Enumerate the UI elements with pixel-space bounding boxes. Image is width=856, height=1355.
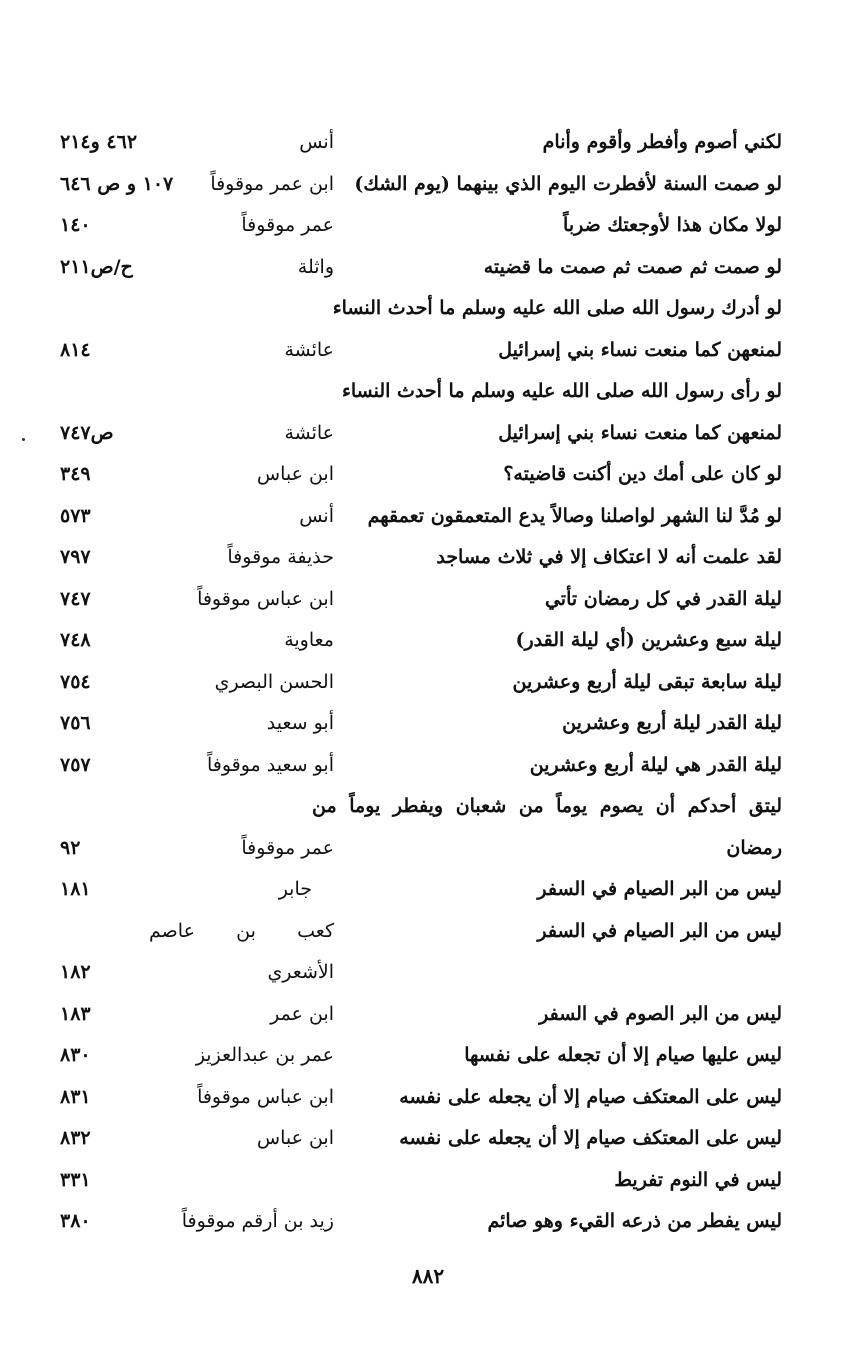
index-row: [60, 662, 782, 704]
index-row: [60, 745, 782, 787]
narrator: الأشعري: [267, 961, 334, 983]
index-row: [60, 371, 782, 413]
hadith-text: ليس في النوم تفريط: [614, 1168, 782, 1191]
hadith-text: ليس من البر الصيام في السفر: [537, 919, 782, 942]
reference-number: ٥٧٣: [60, 504, 91, 527]
index-row: [60, 869, 782, 911]
reference-number: ١٨٢: [60, 961, 91, 983]
reference-number: ٧٩٧: [60, 546, 91, 568]
index-row: [60, 454, 782, 496]
narrator: عمر موقوفاً: [241, 836, 334, 859]
narrator: حذيفة موقوفاً: [227, 546, 334, 568]
hadith-index-list: [60, 122, 782, 1243]
hadith-text: ليس من البر الصوم في السفر: [539, 1002, 782, 1025]
index-row: [60, 828, 782, 870]
index-row: [60, 1035, 782, 1077]
reference-number: ٧٤٨: [60, 629, 91, 651]
index-row: [60, 122, 782, 164]
reference-number: ٧٤٧: [60, 587, 91, 610]
narrator: جابر: [278, 878, 312, 900]
narrator: كعب بن عاصم: [149, 919, 334, 942]
hadith-text: ليس يفطر من ذرعه القيء وهو صائم: [487, 1210, 782, 1232]
reference-number: ٧٥٦: [60, 712, 91, 734]
index-row: [60, 413, 782, 455]
hadith-text: ليلة القدر في كل رمضان تأتي: [544, 587, 782, 610]
narrator: أبو سعيد: [266, 712, 334, 734]
narrator: أنس: [299, 131, 334, 153]
hadith-text: ليلة سبع وعشرين (أي ليلة القدر): [515, 629, 782, 651]
index-row: [60, 911, 782, 953]
hadith-text: ليتق أحدكم أن يصوم يوماً من شعبان ويفطر يوماً من: [312, 795, 782, 817]
page-number: ٨٨٢: [411, 1264, 445, 1288]
narrator: ابن عباس: [256, 1127, 334, 1149]
narrator: معاوية: [284, 629, 334, 651]
hadith-text: لقد علمت أنه لا اعتكاف إلا في ثلاث مساجد: [436, 546, 782, 568]
index-row: [60, 1118, 782, 1160]
narrator: الحسن البصري: [214, 670, 334, 693]
reference-number: ٣٣١: [60, 1168, 91, 1191]
hadith-text: ليس على المعتكف صيام إلا أن يجعله على نفسه: [399, 1085, 782, 1108]
reference-number: ٤٦٢ و٢١٤: [60, 131, 138, 153]
reference-number: ٨٣١: [60, 1085, 91, 1108]
index-row: [60, 1160, 782, 1202]
hadith-text: ليلة سابعة تبقى ليلة أربع وعشرين: [512, 670, 782, 693]
narrator: واثلة: [297, 255, 334, 278]
hadith-text: لمنعهن كما منعت نساء بني إسرائيل: [498, 338, 782, 361]
reference-number: ح/ص٢١١: [60, 255, 133, 278]
hadith-text: ليلة القدر ليلة أربع وعشرين: [562, 712, 782, 734]
narrator: زيد بن أرقم موقوفاً: [181, 1210, 334, 1232]
hadith-text: لو كان على أمك دين أكنت قاضيته؟: [503, 463, 782, 485]
hadith-text: ليس من البر الصيام في السفر: [537, 878, 782, 900]
hadith-text: ليلة القدر هي ليلة أربع وعشرين: [529, 753, 782, 776]
hadith-text: لكني أصوم وأفطر وأقوم وأنام: [542, 131, 782, 153]
narrator: ابن عباس موقوفاً: [197, 1085, 334, 1108]
reference-number: ٨٣٢: [60, 1127, 91, 1149]
narrator: ابن عمر موقوفاً: [210, 172, 334, 195]
reference-number: ١٨٣: [60, 1002, 91, 1025]
index-row: [60, 205, 782, 247]
reference-number: ١٠٧ و ص ٦٤٦: [60, 172, 174, 195]
narrator: عمر بن عبدالعزيز: [195, 1044, 334, 1066]
index-row: [60, 1077, 782, 1119]
narrator: أنس: [299, 504, 334, 527]
reference-number: ٣٨٠: [60, 1210, 91, 1232]
reference-number: ٣٤٩: [60, 463, 91, 485]
hadith-text: لو مُدَّ لنا الشهر لواصلنا وصالاً يدع المتعمقون تعمقهم: [367, 504, 782, 527]
reference-number: ٨٣٠: [60, 1044, 91, 1066]
index-row: [60, 952, 782, 994]
index-row: [60, 1201, 782, 1243]
reference-number: ٧٥٧: [60, 753, 91, 776]
reference-number: ٨١٤: [60, 338, 91, 361]
hadith-text: ليس على المعتكف صيام إلا أن يجعله على نفسه: [399, 1127, 782, 1149]
hadith-text: رمضان: [726, 836, 782, 859]
index-row: [60, 786, 782, 828]
index-row: [60, 247, 782, 289]
narrator: عائشة: [284, 421, 334, 444]
index-row: [60, 994, 782, 1036]
narrator: أبو سعيد موقوفاً: [206, 753, 334, 776]
index-row: [60, 496, 782, 538]
narrator: ابن عباس: [256, 463, 334, 485]
hadith-text: لو رأى رسول الله صلى الله عليه وسلم ما أحدث النساء: [341, 380, 782, 402]
reference-number: ص٧٤٧: [60, 421, 114, 444]
index-row: [60, 703, 782, 745]
index-row: [60, 330, 782, 372]
narrator: عائشة: [284, 338, 334, 361]
reference-number: ١٨١: [60, 878, 91, 900]
hadith-text: لمنعهن كما منعت نساء بني إسرائيل: [498, 421, 782, 444]
hadith-text: لو صمت السنة لأفطرت اليوم الذي بينهما (يوم الشك): [354, 172, 782, 195]
narrator: عمر موقوفاً: [241, 214, 334, 236]
hadith-text: لولا مكان هذا لأوجعتك ضرباً: [563, 214, 782, 236]
index-row: [60, 579, 782, 621]
index-row: [60, 537, 782, 579]
reference-number: ٩٢: [60, 836, 81, 859]
index-row: [60, 288, 782, 330]
hadith-text: لو صمت ثم صمت ثم صمت ما قضيته: [483, 255, 782, 278]
hadith-text: لو أدرك رسول الله صلى الله عليه وسلم ما أحدث النساء: [332, 297, 782, 319]
stray-dot: [22, 438, 25, 441]
narrator: ابن عمر: [270, 1002, 334, 1025]
reference-number: ٧٥٤: [60, 670, 91, 693]
reference-number: ١٤٠: [60, 214, 91, 236]
narrator: ابن عباس موقوفاً: [197, 587, 334, 610]
hadith-text: ليس عليها صيام إلا أن تجعله على نفسها: [464, 1044, 782, 1066]
index-row: [60, 164, 782, 206]
index-row: [60, 620, 782, 662]
